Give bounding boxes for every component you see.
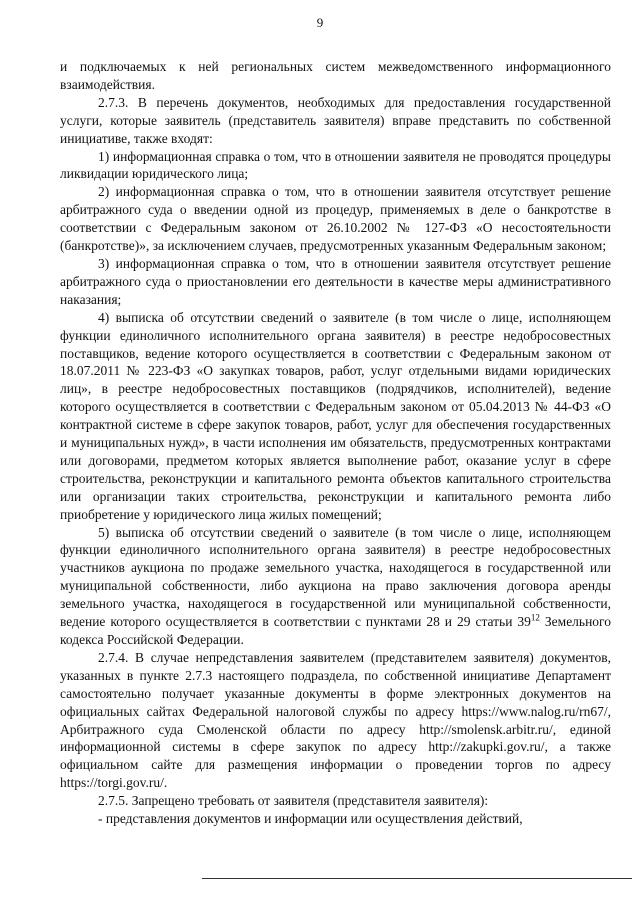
list-item-5-text: 5) выписка об отсутствии сведений о заявителе (в том числе о лице, исполняющем функции единоличного исполнительного органа заявителя) в реестре недобросовестных участников аукциона по продаже земельного участка, находящегося в государственной или муниципальной собственности, либо аукциона на право заключения договора аренды земельного участка, находящегося в государственной или муниципальной собственности, ведение которого осуществляется в соответствии с пунктами 28 и 29 статьи 39 xyxy=(60,524,611,630)
article-superscript: 12 xyxy=(530,612,540,623)
list-item-3: 3) информационная справка о том, что в отношении заявителя отсутствует решение арбитражного суда о приостановлении его деятельности в качестве меры административного наказания; xyxy=(60,255,611,307)
paragraph-dash-item: - представления документов и информации или осуществления действий, xyxy=(98,811,523,827)
list-item-4: 4) выписка об отсутствии сведений о заявителе (в том числе о лице, исполняющем функции единоличного исполнительного органа заявителя) в реестре недобросовестных поставщиков, ведение которого осуществляется в соответствии с Федеральным законом от 18.07.2011 № 223-ФЗ «О закупках товаров, работ, услуг отдельными видами юридических лиц», в реестре недобросовестных поставщиков (подрядчиков, исполнителей), ведение которого осуществляется в соответствии с Федеральным законом от 05.04.2013 № 44-ФЗ «О контрактной системе в сфере закупок товаров, работ, услуг для обеспечения государственных и муниципальных нужд», в части исполнения им обязательств, предусмотренных контрактами или договорами, предметом которых является выполнение работ, оказание услуг в сфере строительства, реконструкции и капитального ремонта объектов капитального строительства или организации таких строительства, реконструкции и капитального ремонта либо приобретение у юридического лица жилых помещений; xyxy=(60,309,611,522)
list-item-2: 2) информационная справка о том, что в отношении заявителя отсутствует решение арбитражного суда о введении одной из процедур, применяемых в деле о банкротстве в соответствии с Федеральным законом от 26.10.2002 № 127-ФЗ «О несостоятельности (банкротстве)», за исключением случаев, предусмотренных указанным Федеральным законом; xyxy=(60,184,611,254)
footer-rule xyxy=(202,878,632,879)
document-body xyxy=(60,58,611,828)
paragraph-2-7-4: 2.7.4. В случае непредставления заявителем (представителем заявителя) документов, указанных в пункте 2.7.3 настоящего подраздела, по собственной инициативе Департамент самостоятельно получает указанные документы в форме электронных документов на официальных сайтах Федеральной налоговой службы по адресу https://www.nalog.ru/rn67/, Арбитражного суда Смоленской области по адресу http://smolensk.arbitr.ru/, единой информационной системы в сфере закупок по адресу http://zakupki.gov.ru/, а также официальном сайте для размещения информации о проведении торгов по адресу https://torgi.gov.ru/. xyxy=(60,649,611,791)
paragraph-2-7-3: 2.7.3. В перечень документов, необходимых для предоставления государственной услуги, которые заявитель (представитель заявителя) вправе представить по собственной инициативе, также входят: xyxy=(60,94,611,146)
list-item-5-tail: Земельного кодекса Российской Федерации. xyxy=(60,614,612,647)
paragraph-continuation: и подключаемых к ней региональных систем межведомственного информационного взаимодействия. xyxy=(60,59,611,92)
list-item-1: 1) информационная справка о том, что в отношении заявителя не проводятся процедуры ликвидации юридического лица; xyxy=(60,148,611,182)
page-number: 9 xyxy=(316,15,324,30)
list-item-5 xyxy=(60,524,611,649)
paragraph-2-7-5: 2.7.5. Запрещено требовать от заявителя (представителя заявителя): xyxy=(98,793,489,809)
